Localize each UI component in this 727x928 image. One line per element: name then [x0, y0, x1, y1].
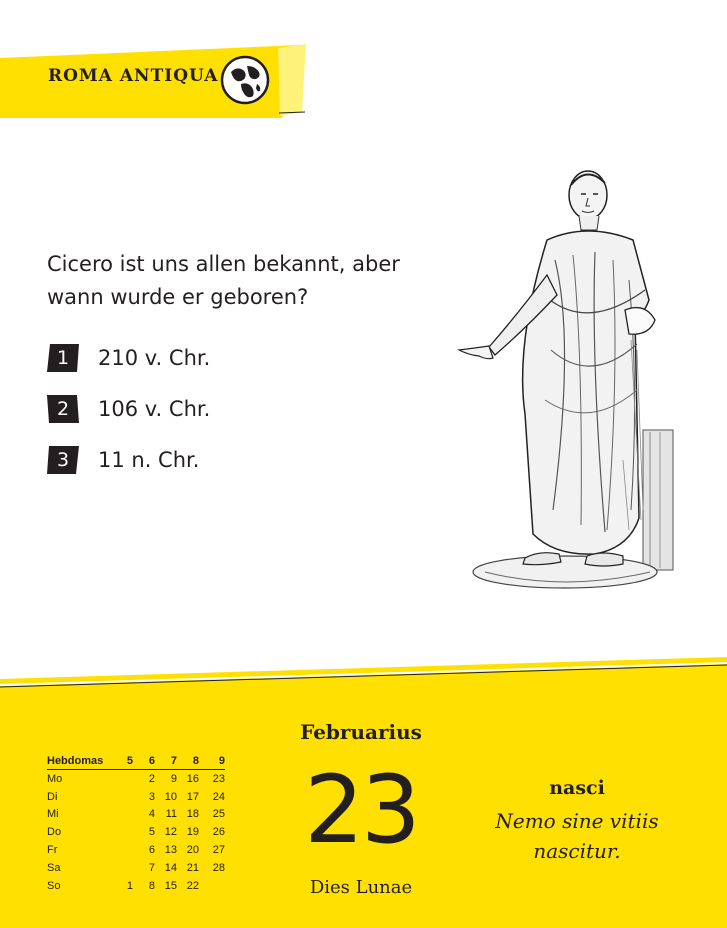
calendar-cell: 20 [186, 844, 199, 857]
calendar-header-row [47, 752, 225, 770]
calendar-header-label: Hebdomas [47, 752, 113, 770]
calendar-weekday: Do [47, 826, 62, 839]
calendar-cell: 15 [164, 879, 177, 892]
quiz-question: Cicero ist uns allen bekannt, aber wann wurde er geboren? [47, 252, 400, 309]
answer-number-badge: 3 [47, 446, 79, 474]
answer-number-badge: 2 [47, 395, 79, 423]
calendar-cell: 12 [164, 826, 177, 839]
calendar-week-number: 9 [199, 752, 225, 770]
calendar-weekday: Mo [47, 772, 63, 785]
calendar-cell: 2 [148, 772, 155, 785]
week-calendar-table [47, 752, 225, 895]
calendar-weekday: Sa [47, 861, 61, 874]
calendar-cell [113, 788, 133, 806]
calendar-row [47, 823, 225, 841]
calendar-weekday: Mi [47, 808, 59, 821]
latin-phrase: Nemo sine vitiis nascitur. [495, 809, 659, 863]
calendar-row [47, 877, 225, 895]
calendar-row [47, 806, 225, 824]
calendar-row [47, 770, 225, 788]
day-number: 23 [304, 756, 418, 865]
calendar-weekday: Di [47, 790, 58, 803]
globe-icon [219, 54, 271, 106]
latin-word: nasci [549, 777, 605, 799]
header-banner [0, 0, 727, 130]
cicero-statue-illustration [455, 160, 685, 600]
calendar-cell: 17 [186, 790, 199, 803]
calendar-cell [113, 823, 133, 841]
calendar-row [47, 788, 225, 806]
calendar-cell: 14 [164, 861, 177, 874]
calendar-cell [113, 841, 133, 859]
calendar-cell: 5 [148, 826, 155, 839]
calendar-cell: 7 [148, 861, 155, 874]
calendar-cell: 9 [170, 772, 177, 785]
calendar-cell [113, 859, 133, 877]
calendar-cell: 27 [212, 844, 225, 857]
answer-number-badge: 1 [47, 344, 79, 372]
calendar-weekday: Fr [47, 844, 58, 857]
calendar-cell: 25 [212, 808, 225, 821]
calendar-cell: 24 [212, 790, 225, 803]
month-name: Februarius [300, 720, 422, 744]
calendar-week-number: 5 [113, 752, 133, 770]
calendar-cell: 8 [148, 879, 155, 892]
answer-option-3[interactable] [47, 445, 199, 475]
calendar-row [47, 859, 225, 877]
calendar-cell: 13 [164, 844, 177, 857]
weekday-name: Dies Lunae [309, 877, 413, 898]
calendar-cell [113, 770, 133, 788]
calendar-cell: 18 [186, 808, 199, 821]
calendar-cell: 1 [126, 879, 133, 892]
answer-text: 11 n. Chr. [98, 448, 200, 472]
calendar-cell [113, 806, 133, 824]
calendar-cell: 11 [165, 808, 177, 821]
calendar-cell: 19 [186, 826, 199, 839]
calendar-cell: 23 [212, 772, 225, 785]
calendar-cell: 4 [148, 808, 155, 821]
answer-text: 210 v. Chr. [98, 346, 211, 370]
calendar-cell: 16 [186, 772, 199, 785]
calendar-row [47, 841, 225, 859]
answer-text: 106 v. Chr. [98, 397, 211, 421]
calendar-cell: 28 [212, 861, 225, 874]
calendar-cell: 21 [186, 861, 199, 874]
calendar-week-number: 7 [155, 752, 177, 770]
calendar-cell: 26 [212, 826, 225, 839]
calendar-cell [199, 877, 225, 895]
brand-title: ROMA ANTIQUA [48, 66, 219, 86]
calendar-cell: 22 [186, 879, 199, 892]
calendar-weekday: So [47, 879, 61, 892]
calendar-cell: 3 [148, 790, 155, 803]
answer-option-2[interactable] [47, 394, 210, 424]
answer-option-1[interactable] [47, 343, 210, 373]
calendar-week-number: 6 [133, 752, 155, 770]
calendar-week-number: 8 [177, 752, 199, 770]
calendar-cell: 6 [148, 844, 155, 857]
calendar-cell: 10 [164, 790, 177, 803]
